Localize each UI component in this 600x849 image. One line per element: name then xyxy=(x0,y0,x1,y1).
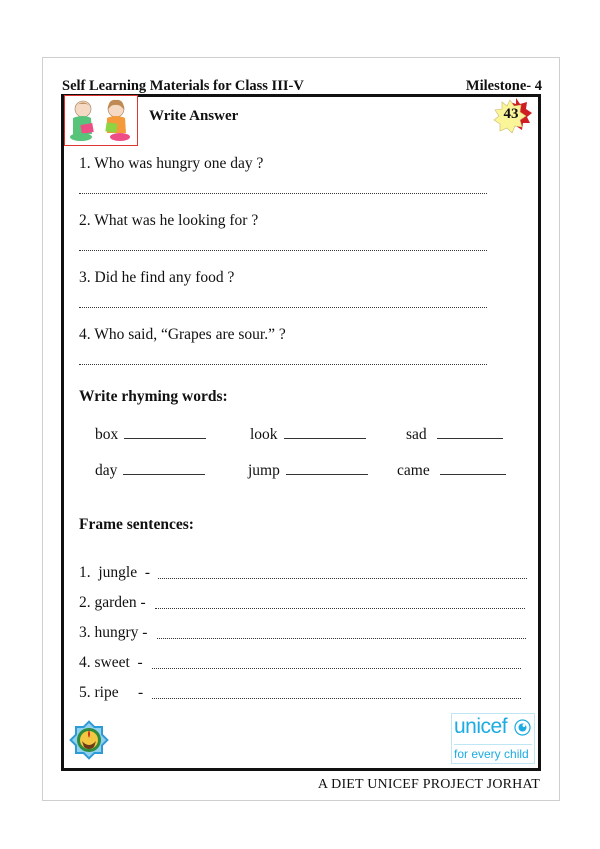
rhyme-item-jump xyxy=(248,462,368,480)
sentence-label: 1. jungle - xyxy=(79,564,151,581)
header-title: Self Learning Materials for Class III-V xyxy=(62,78,304,94)
sentence-answer-line[interactable] xyxy=(155,608,525,609)
page-number-badge xyxy=(490,96,532,138)
answer-line-2[interactable] xyxy=(79,250,487,251)
rhyme-blank[interactable] xyxy=(123,473,205,475)
rhyme-blank[interactable] xyxy=(124,437,206,439)
answer-line-3[interactable] xyxy=(79,307,487,308)
sentence-label: 4. sweet - xyxy=(79,654,143,671)
question-2: 2. What was he looking for ? xyxy=(79,212,259,229)
unicef-globe-icon xyxy=(514,719,531,736)
rhyme-word: jump xyxy=(248,462,280,479)
rhyme-blank[interactable] xyxy=(437,437,503,439)
answer-line-4[interactable] xyxy=(79,364,487,365)
unicef-logo xyxy=(451,713,535,764)
rhyme-item-day xyxy=(95,462,205,480)
diet-emblem-logo xyxy=(66,717,112,763)
sentence-item-3 xyxy=(79,624,529,642)
sentence-label: 3. hungry - xyxy=(79,624,148,641)
rhyme-word: look xyxy=(250,426,278,443)
sentence-label: 5. ripe - xyxy=(79,684,144,701)
sentence-item-2 xyxy=(79,594,529,612)
footer-project: A DIET UNICEF PROJECT JORHAT xyxy=(317,777,540,792)
rhyme-word: day xyxy=(95,462,118,479)
unicef-name: unicef xyxy=(454,715,508,738)
page-number: 43 xyxy=(503,106,519,122)
sentence-answer-line[interactable] xyxy=(152,698,521,699)
section-title-write-answer: Write Answer xyxy=(149,108,239,124)
sentence-answer-line[interactable] xyxy=(152,668,521,669)
answer-line-1[interactable] xyxy=(79,193,487,194)
rhyme-item-look xyxy=(250,426,366,444)
sentence-answer-line[interactable] xyxy=(158,578,527,579)
sentence-answer-line[interactable] xyxy=(157,638,526,639)
section-title-rhyming: Write rhyming words: xyxy=(79,388,228,405)
rhyme-word: sad xyxy=(406,426,427,443)
header-milestone: Milestone- 4 xyxy=(465,78,542,94)
section-title-frame-sentences: Frame sentences: xyxy=(79,516,194,533)
rhyme-blank[interactable] xyxy=(286,473,368,475)
rhyme-word: box xyxy=(95,426,119,443)
rhyme-blank[interactable] xyxy=(440,473,506,475)
children-reading-illustration xyxy=(64,95,138,146)
rhyme-item-came xyxy=(397,462,506,480)
sentence-item-1 xyxy=(79,564,529,582)
rhyme-item-box xyxy=(95,426,206,444)
rhyme-blank[interactable] xyxy=(284,437,366,439)
sentence-item-5 xyxy=(79,684,529,702)
rhyme-word: came xyxy=(397,462,430,479)
rhyme-item-sad xyxy=(406,426,503,444)
unicef-tagline: for every child xyxy=(454,744,532,761)
question-1: 1. Who was hungry one day ? xyxy=(79,155,264,172)
question-3: 3. Did he find any food ? xyxy=(79,269,235,286)
question-4: 4. Who said, “Grapes are sour.” ? xyxy=(79,326,286,343)
sentence-label: 2. garden - xyxy=(79,594,146,611)
sentence-item-4 xyxy=(79,654,529,672)
